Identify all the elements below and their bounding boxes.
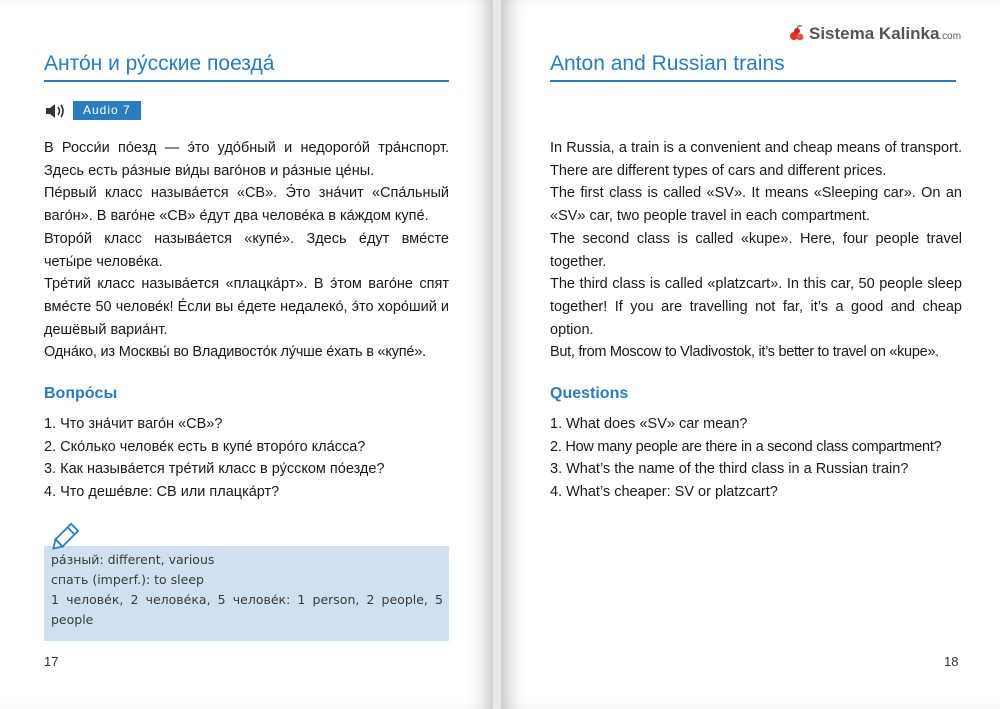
audio-control[interactable]: [44, 101, 141, 120]
paragraph-en: The third class is called «platzcart». In this car, 50 people sleep together! If you are travelling not far, it’s a good and cheap option.: [550, 276, 962, 338]
questions-heading: Вопро́сы: [44, 385, 118, 402]
paragraph: Тре́тий класс называ́ется «плацка́рт». В э́том ваго́не спят вме́сте 50 челове́к! Е́сли вы е́дете недалеко́, э́то хоро́ший и дешёвый вариа́нт.: [44, 276, 449, 338]
title-divider: [44, 80, 449, 82]
page-title-en: Anton and Russian trains: [550, 52, 785, 75]
title-divider-en: [550, 80, 956, 82]
brand-logo: [788, 24, 961, 44]
story-text: [44, 137, 449, 364]
question-item-en: 1. What does «SV» car mean?: [550, 416, 748, 432]
question-item: 3. Как называ́ется тре́тий класс в ру́сском по́езде?: [44, 461, 385, 478]
question-item: 2. Ско́лько челове́к есть в купе́ второ́го кла́сса?: [44, 438, 366, 455]
questions-list: [44, 413, 385, 504]
paragraph-en: But, from Moscow to Vladivostok, it’s better to travel on «kupe».: [550, 344, 939, 361]
paragraph-en: The second class is called «kupe». Here, four people travel together.: [550, 230, 962, 270]
paragraph: Пе́рвый класс называ́ется «СВ». Э́то зна́чит «Спа́льный ваго́н». В ваго́не «СВ» е́дут два челове́ка в ка́ждом купе́.: [44, 185, 449, 225]
vocabulary-box: [44, 546, 449, 641]
vocab-entry: ра́зный: different, various: [51, 552, 215, 567]
vocab-entry: спать (imperf.): to sleep: [51, 572, 204, 587]
brand-name-main: Sistema Kalinka: [809, 24, 940, 43]
paragraph: Одна́ко, из Москвы́ во Владивосто́к лу́чше е́хать в «купе́».: [44, 344, 426, 361]
question-item-en: 2. How many people are there in a second class compartment?: [550, 438, 942, 455]
pencil-icon: [47, 521, 81, 555]
kalinka-berry-icon: [788, 25, 806, 43]
paragraph-en: In Russia, a train is a convenient and cheap means of transport. There are different types of cars and different prices.: [550, 140, 962, 179]
story-text-en: [550, 137, 962, 364]
brand-name: [809, 24, 961, 44]
paragraph: Второ́й класс называ́ется «купе́». Здесь е́дут вме́сте четы́ре челове́ка.: [44, 230, 449, 270]
brand-name-suffix: .com: [939, 31, 962, 42]
question-item: 4. Что деше́вле: СВ или плацка́рт?: [44, 484, 280, 501]
question-item: 1. Что зна́чит ваго́н «СВ»?: [44, 416, 223, 432]
vocab-entry: 1 челове́к, 2 челове́ка, 5 челове́к: 1 person, 2 people, 5 people: [51, 592, 443, 627]
question-item-en: 4. What’s cheaper: SV or platzcart?: [550, 484, 778, 501]
page-title: Анто́н и ру́сские поезда́: [44, 52, 275, 75]
audio-button[interactable]: Audio 7: [73, 101, 141, 120]
question-item-en: 3. What’s the name of the third class in a Russian train?: [550, 461, 909, 478]
left-page: [0, 0, 493, 709]
page-number-en: 18: [944, 654, 959, 669]
speaker-icon[interactable]: [44, 102, 68, 120]
questions-list-en: [550, 413, 941, 504]
paragraph: В Росси́и по́езд — э́то удо́бный и недорого́й тра́нспорт. Здесь есть ра́зные ви́ды ваго́нов и ра́зные це́ны.: [44, 140, 449, 179]
questions-heading-en: Questions: [550, 385, 629, 402]
paragraph-en: The first class is called «SV». It means «Sleeping car». On an «SV» car, two people travel in each compartment.: [550, 185, 962, 225]
page-number: 17: [44, 654, 59, 669]
